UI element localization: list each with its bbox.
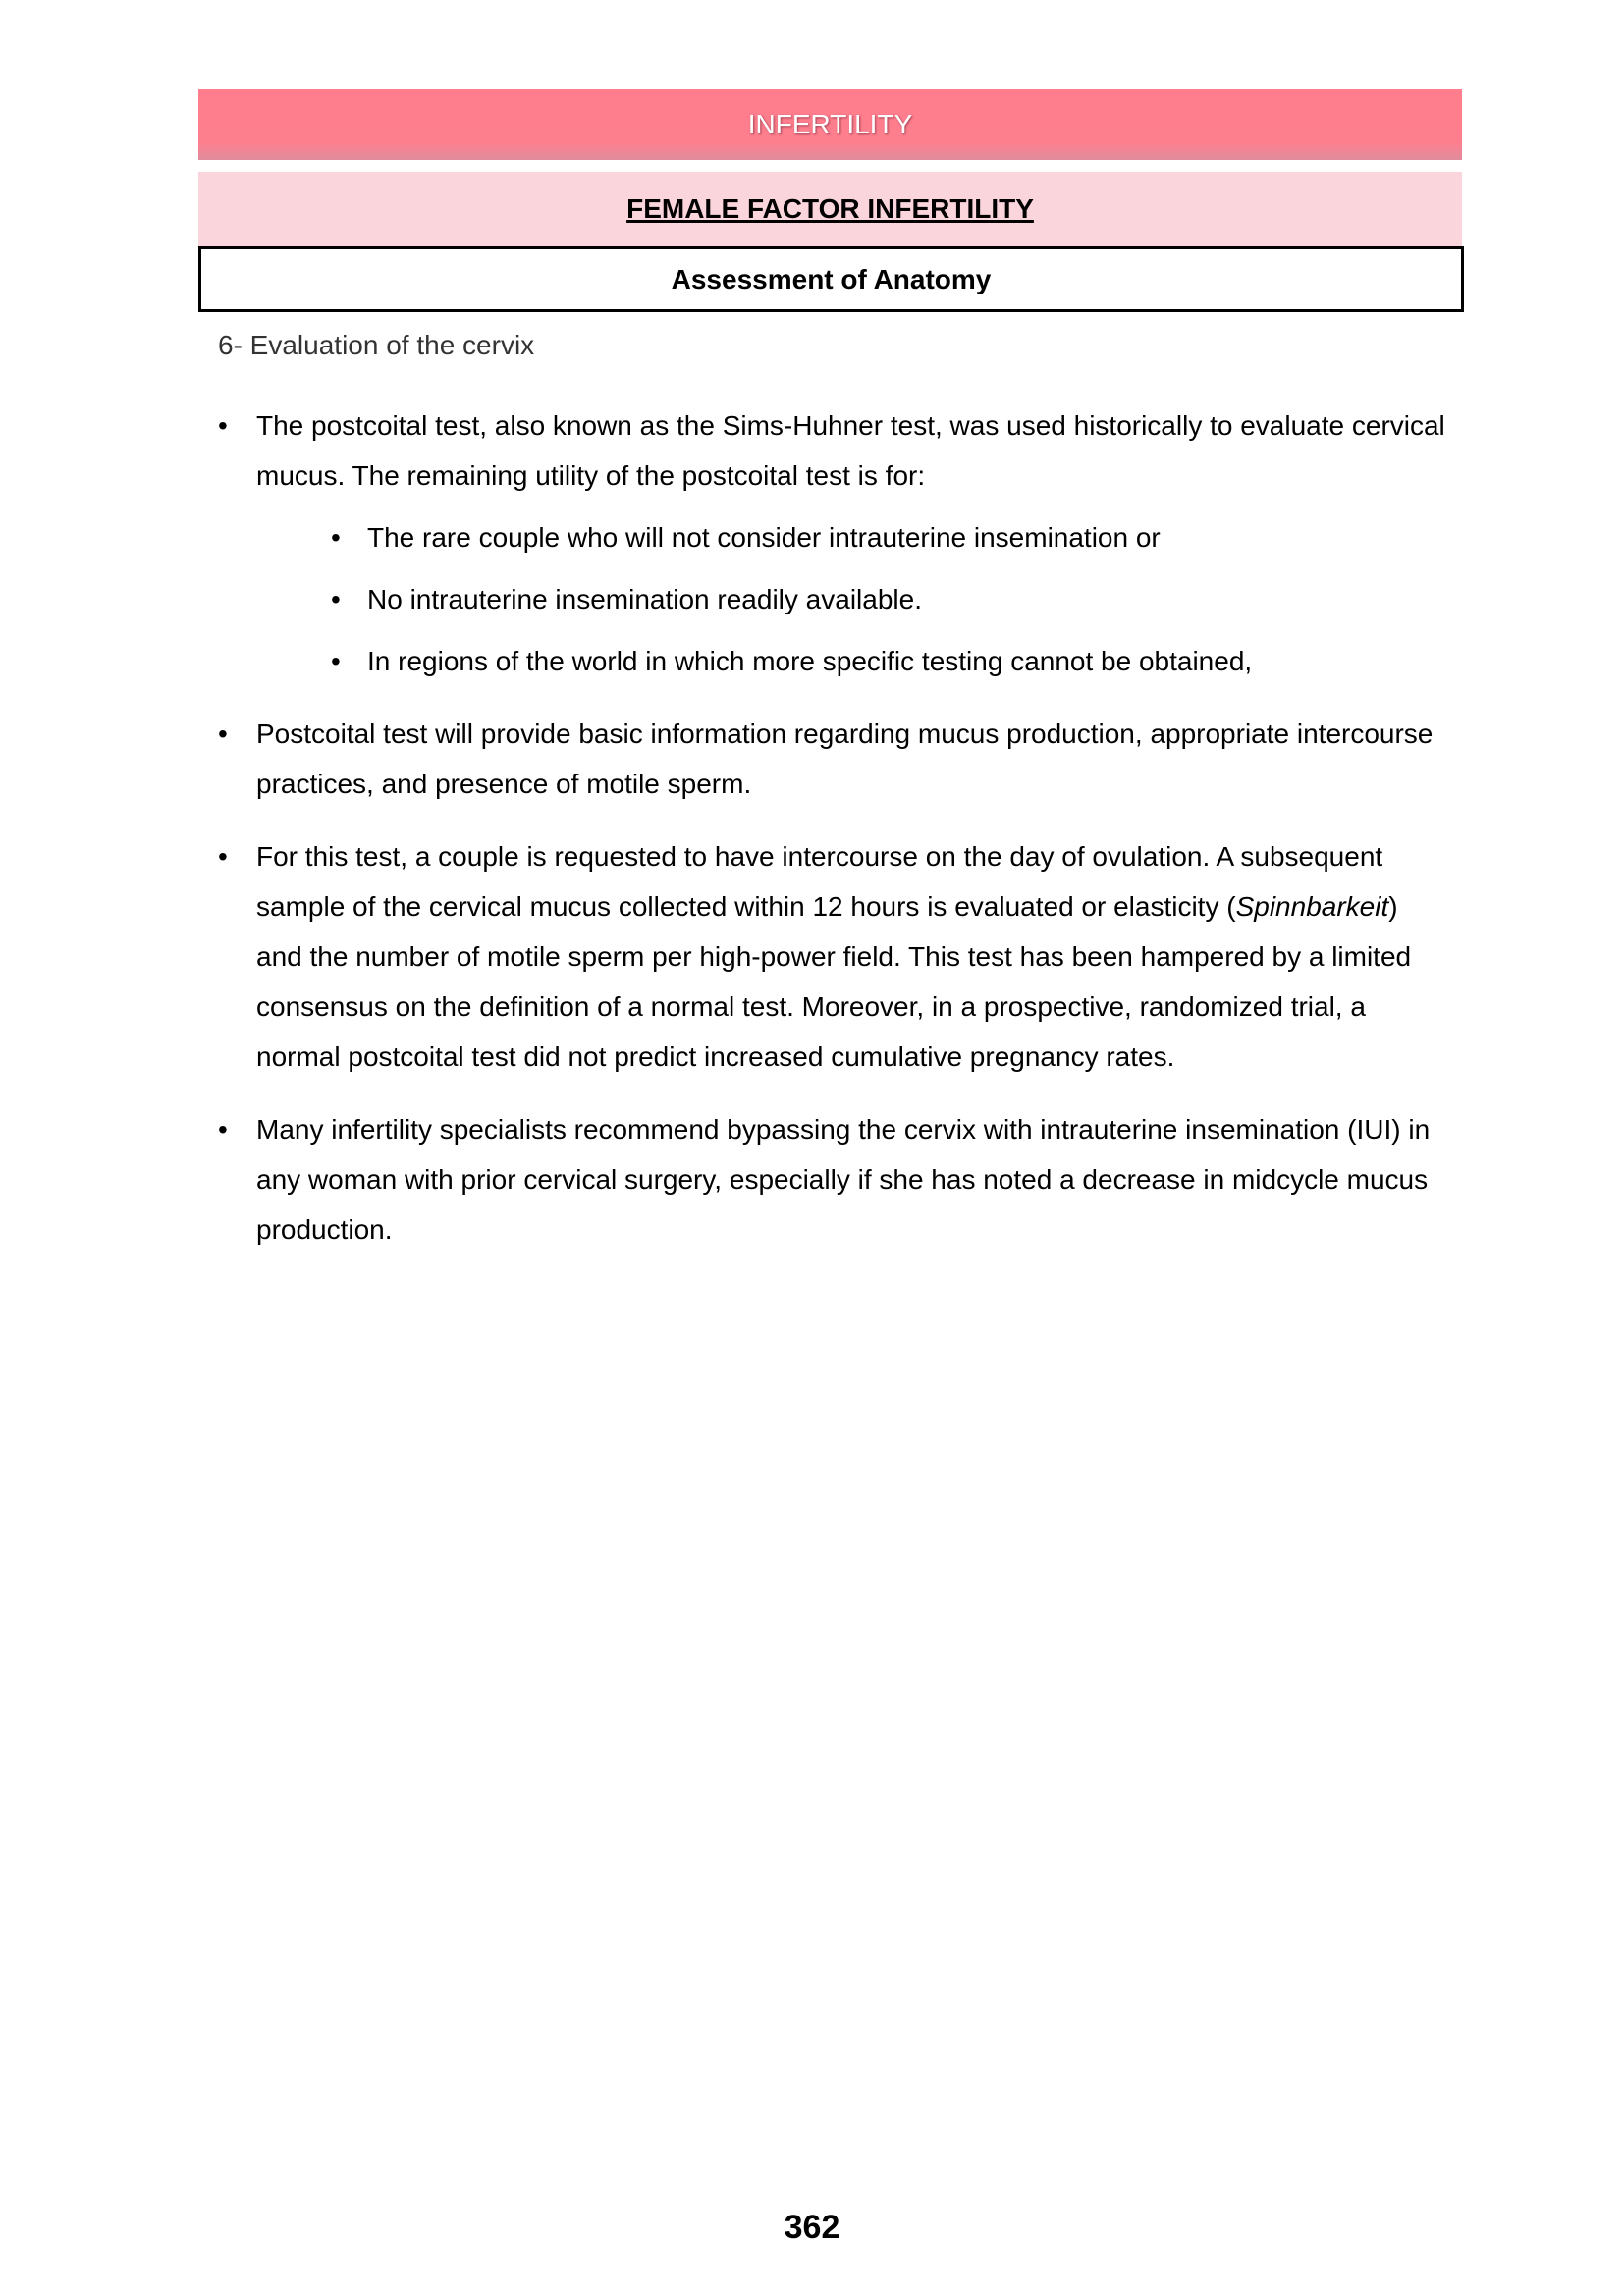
italic-term: Spinnbarkeit bbox=[1235, 891, 1389, 922]
topic-heading: 6- Evaluation of the cervix bbox=[218, 330, 535, 360]
sub-list-item: • No intrauterine insemination readily available. bbox=[256, 574, 1445, 624]
list-item bbox=[218, 709, 1445, 809]
sub-list-item: • The rare couple who will not consider intrauterine insemination or bbox=[256, 512, 1445, 562]
list-item-text: The postcoital test, also known as the Sims-Huhner test, was used historically to evaluate cervical mucus. The remaining utility of the postcoital test is for: bbox=[256, 410, 1445, 491]
list-item-text-a: For this test, a couple is requested to have intercourse on the day of ovulation. A subsequent sample of the cervical mucus collected within 12 hours is evaluated or elasticity ( bbox=[256, 841, 1383, 922]
list-item-text: Postcoital test will provide basic information regarding mucus production, appropriate intercourse practices, and presence of motile sperm. bbox=[256, 719, 1434, 799]
list-item-text-b: ) and the number of motile sperm per high-power field. This test has been hampered by a limited consensus on the definition of a normal test. Moreover, in a prospective, randomized trial, a normal postcoital test did not predict increased cumulative pregnancy rates. bbox=[256, 891, 1412, 1072]
bullet-list bbox=[218, 400, 1445, 1277]
list-item bbox=[218, 831, 1445, 1082]
section-title: FEMALE FACTOR INFERTILITY bbox=[626, 193, 1034, 224]
page-number: 362 bbox=[784, 2209, 840, 2246]
subsection-box bbox=[198, 246, 1464, 312]
chapter-banner bbox=[198, 89, 1462, 160]
sub-list-item: • In regions of the world in which more specific testing cannot be obtained, bbox=[256, 636, 1445, 686]
subsection-title: Assessment of Anatomy bbox=[671, 263, 992, 294]
chapter-title: INFERTILITY bbox=[747, 109, 913, 139]
sub-list bbox=[256, 512, 1445, 686]
list-item bbox=[218, 400, 1445, 686]
list-item bbox=[218, 1104, 1445, 1255]
list-item-text: Many infertility specialists recommend bypassing the cervix with intrauterine insemination (IUI) in any woman with prior cervical surgery, especially if she has noted a decrease in midcycle mucus production. bbox=[256, 1114, 1431, 1245]
section-banner bbox=[198, 172, 1462, 246]
